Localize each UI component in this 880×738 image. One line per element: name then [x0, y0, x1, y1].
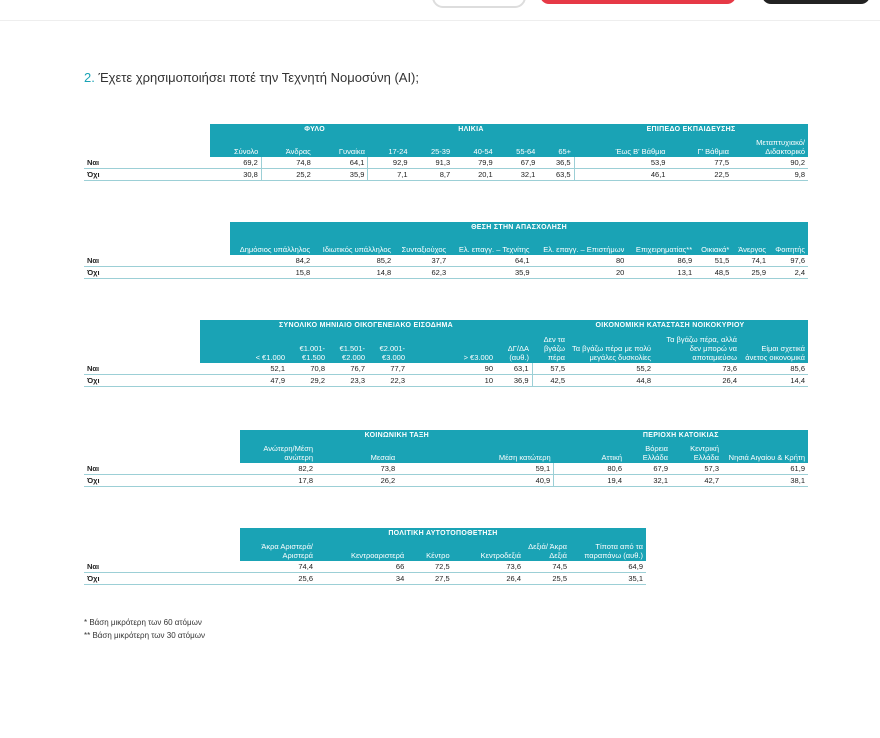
question-text: Έχετε χρησιμοποιήσει ποτέ την Τεχνητή Νομοσύνη (AI); [98, 70, 419, 85]
cell: 73,6 [654, 363, 740, 375]
table-row-no [84, 375, 808, 387]
row-label: Ναι [84, 363, 200, 375]
cell: 38,1 [722, 475, 808, 487]
cell: 25,5 [524, 573, 570, 585]
table-row-yes [84, 463, 808, 475]
cell: 82,2 [240, 463, 316, 475]
cell: 92,9 [368, 157, 411, 169]
cell: 57,5 [532, 363, 568, 375]
cell: 20,1 [453, 169, 496, 181]
cell: 80 [533, 255, 628, 267]
cell: 59,1 [398, 463, 554, 475]
col-header: Είμαι σχετικά άνετος οικονομικά [740, 331, 808, 363]
cell: 64,1 [449, 255, 532, 267]
col-header: 25-39 [411, 135, 454, 157]
cell: 53,9 [574, 157, 668, 169]
question-heading [84, 70, 419, 85]
cell: 74,1 [732, 255, 769, 267]
cell: 30,8 [210, 169, 261, 181]
table-political [84, 528, 646, 585]
group-household-finances: ΟΙΚΟΝΟΜΙΚΗ ΚΑΤΑΣΤΑΣΗ ΝΟΙΚΟΚΥΡΙΟΥ [532, 320, 808, 331]
col-header: 65+ [538, 135, 574, 157]
cell: 61,9 [722, 463, 808, 475]
table-row-yes [84, 561, 646, 573]
cell: 36,5 [538, 157, 574, 169]
col-header: Κεντρική Ελλάδα [671, 441, 722, 463]
cell: 13,1 [627, 267, 695, 279]
col-header: Δεν τα βγάζω πέρα [532, 331, 568, 363]
cell: 35,1 [570, 573, 646, 585]
cell: 47,9 [200, 375, 288, 387]
col-header: €2.001- €3.000 [368, 331, 408, 363]
col-header: €1.501- €2.000 [328, 331, 368, 363]
table-row-no [84, 169, 808, 181]
cell: 66 [316, 561, 407, 573]
cell: 44,8 [568, 375, 654, 387]
cell: 42,7 [671, 475, 722, 487]
cell: 14,4 [740, 375, 808, 387]
cell: 57,3 [671, 463, 722, 475]
table-class-region [84, 430, 808, 487]
group-political: ΠΟΛΙΤΙΚΗ ΑΥΤΟΤΟΠΟΘΕΤΗΣΗ [240, 528, 646, 539]
group-social-class: ΚΟΙΝΩΝΙΚΗ ΤΑΞΗ [240, 430, 554, 441]
col-header: Μεταπτυχιακό/ Διδακτορικό [732, 135, 808, 157]
top-button-dark[interactable] [762, 0, 870, 4]
col-header: Ιδιωτικός υπάλληλος [313, 233, 394, 255]
cell: 63,5 [538, 169, 574, 181]
browser-top-bar [0, 0, 880, 21]
col-header: Νησιά Αιγαίου & Κρήτη [722, 441, 808, 463]
cell: 85,2 [313, 255, 394, 267]
cell: 64,1 [314, 157, 368, 169]
question-number: 2. [84, 70, 95, 85]
cell: 14,8 [313, 267, 394, 279]
col-header: Τα βγάζω πέρα με πολύ μεγάλες δυσκολίες [568, 331, 654, 363]
cell: 74,5 [524, 561, 570, 573]
cell: 90,2 [732, 157, 808, 169]
cell: 29,2 [288, 375, 328, 387]
group-education: ΕΠΙΠΕΔΟ ΕΚΠΑΙΔΕΥΣΗΣ [574, 124, 808, 135]
cell: 62,3 [394, 267, 449, 279]
cell: 35,9 [314, 169, 368, 181]
col-header: Άνδρας [261, 135, 313, 157]
row-label: Όχι [84, 375, 200, 387]
cell: 84,2 [230, 255, 313, 267]
cell: 74,4 [240, 561, 316, 573]
cell: 26,4 [453, 573, 524, 585]
table-row-no [84, 475, 808, 487]
cell: 25,2 [261, 169, 313, 181]
cell: 37,7 [394, 255, 449, 267]
group-gender: ΦΥΛΟ [261, 124, 368, 135]
cell: 22,3 [368, 375, 408, 387]
col-header: 40-54 [453, 135, 496, 157]
cell: 25,9 [732, 267, 769, 279]
col-header: 55-64 [496, 135, 539, 157]
cell: 35,9 [449, 267, 532, 279]
cell: 27,5 [407, 573, 452, 585]
row-label: Ναι [84, 463, 240, 475]
cell: 32,1 [625, 475, 671, 487]
cell: 25,6 [240, 573, 316, 585]
col-header: Αττική [554, 441, 625, 463]
col-header: Ελ. επαγγ. – Τεχνίτης [449, 233, 532, 255]
col-header: Φοιτητής [769, 233, 808, 255]
footnote: ** Βάση μικρότερη των 30 ατόμων [84, 631, 205, 640]
col-header: Δεξιά/ Άκρα Δεξιά [524, 539, 570, 561]
table-row-yes [84, 255, 808, 267]
cell: 70,8 [288, 363, 328, 375]
col-header: 17-24 [368, 135, 411, 157]
col-header: Κέντρο [407, 539, 452, 561]
cell: 7,1 [368, 169, 411, 181]
cell: 80,6 [554, 463, 625, 475]
footnote: * Βάση μικρότερη των 60 ατόμων [84, 618, 202, 627]
table-gender-age-education [84, 124, 808, 181]
cell: 63,1 [496, 363, 532, 375]
cell: 26,4 [654, 375, 740, 387]
col-header: Άνεργος [732, 233, 769, 255]
col-header: Τίποτα από τα παραπάνω (αυθ.) [570, 539, 646, 561]
col-header: Δημόσιος υπάλληλος [230, 233, 313, 255]
col-header: Γυναίκα [314, 135, 368, 157]
cell: 73,8 [316, 463, 398, 475]
col-header: Μεσαία [316, 441, 398, 463]
cell: 10 [408, 375, 496, 387]
cell: 42,5 [532, 375, 568, 387]
cell: 77,7 [368, 363, 408, 375]
col-header: < €1.000 [200, 331, 288, 363]
row-label: Όχι [84, 267, 230, 279]
cell: 67,9 [625, 463, 671, 475]
cell: 76,7 [328, 363, 368, 375]
cell: 90 [408, 363, 496, 375]
cell: 85,6 [740, 363, 808, 375]
col-header: Συνταξιούχος [394, 233, 449, 255]
table-row-yes [84, 363, 808, 375]
col-header: Επιχειρηματίας** [627, 233, 695, 255]
cell: 20 [533, 267, 628, 279]
row-label: Όχι [84, 475, 240, 487]
col-header: Τα βγάζω πέρα, αλλά δεν μπορώ να αποταμιεύσω [654, 331, 740, 363]
cell: 74,8 [261, 157, 313, 169]
col-header: ΔΓ/ΔΑ (αυθ.) [496, 331, 532, 363]
cell: 51,5 [695, 255, 732, 267]
table-employment [84, 222, 808, 279]
footnotes [84, 616, 205, 642]
cell: 19,4 [554, 475, 625, 487]
cell: 40,9 [398, 475, 554, 487]
row-label: Ναι [84, 561, 240, 573]
col-header: Άκρα Αριστερά/ Αριστερά [240, 539, 316, 561]
col-header: Μέση κατώτερη [398, 441, 554, 463]
group-employment: ΘΕΣΗ ΣΤΗΝ ΑΠΑΣΧΟΛΗΣΗ [230, 222, 808, 233]
cell: 73,6 [453, 561, 524, 573]
col-header: Βόρεια Ελλάδα [625, 441, 671, 463]
col-header: €1.001- €1.500 [288, 331, 328, 363]
cell: 67,9 [496, 157, 539, 169]
col-header: Οικιακά* [695, 233, 732, 255]
cell: 8,7 [411, 169, 454, 181]
col-header: Έως Β' Βάθμια [574, 135, 668, 157]
top-button-red[interactable] [540, 0, 736, 4]
cell: 15,8 [230, 267, 313, 279]
cell: 32,1 [496, 169, 539, 181]
cell: 23,3 [328, 375, 368, 387]
cell: 2,4 [769, 267, 808, 279]
col-header: Ελ. επαγγ. – Επιστήμων [533, 233, 628, 255]
row-label: Ναι [84, 157, 210, 169]
top-button-outline[interactable] [432, 0, 526, 8]
group-age: ΗΛΙΚΙΑ [368, 124, 574, 135]
group-region: ΠΕΡΙΟΧΗ ΚΑΤΟΙΚΙΑΣ [554, 430, 808, 441]
col-header: Κεντροαριστερά [316, 539, 407, 561]
cell: 55,2 [568, 363, 654, 375]
cell: 22,5 [668, 169, 732, 181]
cell: 91,3 [411, 157, 454, 169]
row-label: Όχι [84, 169, 210, 181]
col-header: Γ' Βάθμια [668, 135, 732, 157]
cell: 17,8 [240, 475, 316, 487]
cell: 36,9 [496, 375, 532, 387]
cell: 9,8 [732, 169, 808, 181]
cell: 64,9 [570, 561, 646, 573]
cell: 52,1 [200, 363, 288, 375]
cell: 77,5 [668, 157, 732, 169]
cell: 26,2 [316, 475, 398, 487]
row-label: Ναι [84, 255, 230, 267]
col-header: Σύνολο [210, 135, 261, 157]
col-header: Ανώτερη/Μέση ανώτερη [240, 441, 316, 463]
table-row-no [84, 267, 808, 279]
table-row-no [84, 573, 646, 585]
cell: 97,6 [769, 255, 808, 267]
row-label: Όχι [84, 573, 240, 585]
cell: 79,9 [453, 157, 496, 169]
cell: 86,9 [627, 255, 695, 267]
col-header: Κεντροδεξιά [453, 539, 524, 561]
col-header: > €3.000 [408, 331, 496, 363]
group-income: ΣΥΝΟΛΙΚΟ ΜΗΝΙΑΙΟ ΟΙΚΟΓΕΝΕΙΑΚΟ ΕΙΣΟΔΗΜΑ [200, 320, 532, 331]
table-row-yes [84, 157, 808, 169]
cell: 72,5 [407, 561, 452, 573]
cell: 69,2 [210, 157, 261, 169]
cell: 46,1 [574, 169, 668, 181]
table-income-finances [84, 320, 808, 387]
cell: 48,5 [695, 267, 732, 279]
cell: 34 [316, 573, 407, 585]
